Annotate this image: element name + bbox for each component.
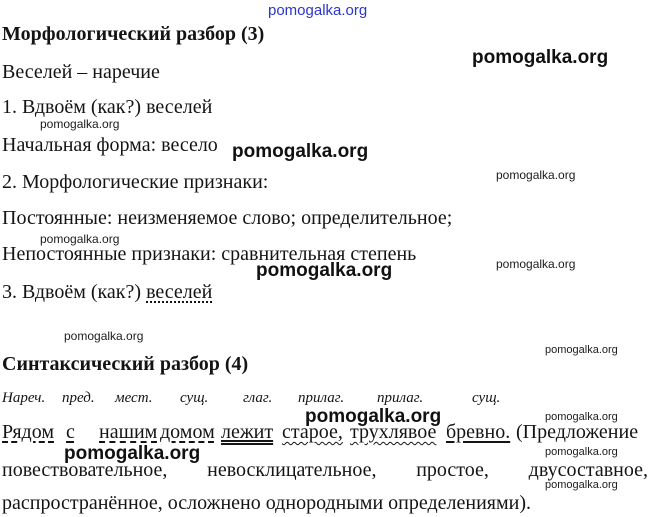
- morph-item-3: [2, 280, 212, 304]
- pos-label: прилаг.: [377, 390, 424, 406]
- watermark[interactable]: pomogalka.org: [496, 257, 576, 271]
- morph-item-3-prefix: 3. Вдвоём (как?): [2, 281, 142, 303]
- watermark[interactable]: pomogalka.org: [64, 443, 201, 464]
- morph-word-line: Веселей – наречие: [2, 61, 160, 83]
- analysis-word: невосклицательное,: [207, 459, 377, 481]
- sentence-word: старое,: [282, 421, 343, 443]
- morph-item-1: 1. Вдвоём (как?) веселей: [2, 96, 213, 118]
- watermark[interactable]: pomogalka.org: [232, 141, 369, 162]
- sentence-word: трухлявое: [350, 421, 437, 443]
- pos-label: Нареч.: [2, 390, 46, 406]
- morph-item-3-word: веселей: [146, 281, 213, 303]
- sentence-word: домом: [160, 421, 215, 443]
- pos-label: глаг.: [243, 390, 273, 406]
- watermark[interactable]: pomogalka.org: [64, 329, 144, 343]
- watermark[interactable]: pomogalka.org: [545, 446, 618, 458]
- sentence-word: бревно.: [446, 421, 511, 443]
- analysis-word: повествовательное,: [2, 459, 168, 481]
- sentence-word: с: [66, 421, 75, 443]
- morph-initial-form: Начальная форма: весело: [2, 134, 218, 156]
- morph-heading: Морфологический разбор (3): [2, 23, 265, 45]
- analysis-line-1: (Предложение: [516, 421, 639, 443]
- watermark[interactable]: pomogalka.org: [256, 260, 393, 281]
- watermark[interactable]: pomogalka.org: [545, 479, 618, 491]
- analysis-line-3: распространённое, осложнено однородными определениями).: [2, 492, 532, 514]
- morph-variable-features: Непостоянные признаки: сравнительная степень: [2, 243, 417, 265]
- pos-label: пред.: [62, 390, 95, 406]
- watermark[interactable]: pomogalka.org: [545, 344, 618, 356]
- analysis-word: простое,: [416, 459, 489, 481]
- sentence-word: лежит: [221, 421, 274, 443]
- pos-label: сущ.: [180, 390, 209, 406]
- analysis-word: двусоставное,: [528, 459, 648, 481]
- watermark[interactable]: pomogalka.org: [496, 168, 576, 182]
- watermark-top[interactable]: pomogalka.org: [268, 2, 368, 19]
- morph-constant-features: Постоянные: неизменяемое слово; определительное;: [2, 207, 453, 229]
- watermark[interactable]: pomogalka.org: [305, 406, 442, 427]
- pos-label: мест.: [115, 390, 153, 406]
- sentence-word: нашим: [99, 421, 158, 443]
- pos-label: прилаг.: [298, 390, 345, 406]
- morph-item-2: 2. Морфологические признаки:: [2, 171, 269, 193]
- watermark[interactable]: pomogalka.org: [545, 411, 618, 423]
- syntax-heading: Синтаксический разбор (4): [2, 353, 249, 375]
- watermark[interactable]: pomogalka.org: [40, 117, 120, 131]
- sentence-word: Рядом: [2, 421, 55, 443]
- watermark[interactable]: pomogalka.org: [40, 232, 120, 246]
- pos-label: сущ.: [472, 390, 501, 406]
- watermark[interactable]: pomogalka.org: [472, 47, 609, 68]
